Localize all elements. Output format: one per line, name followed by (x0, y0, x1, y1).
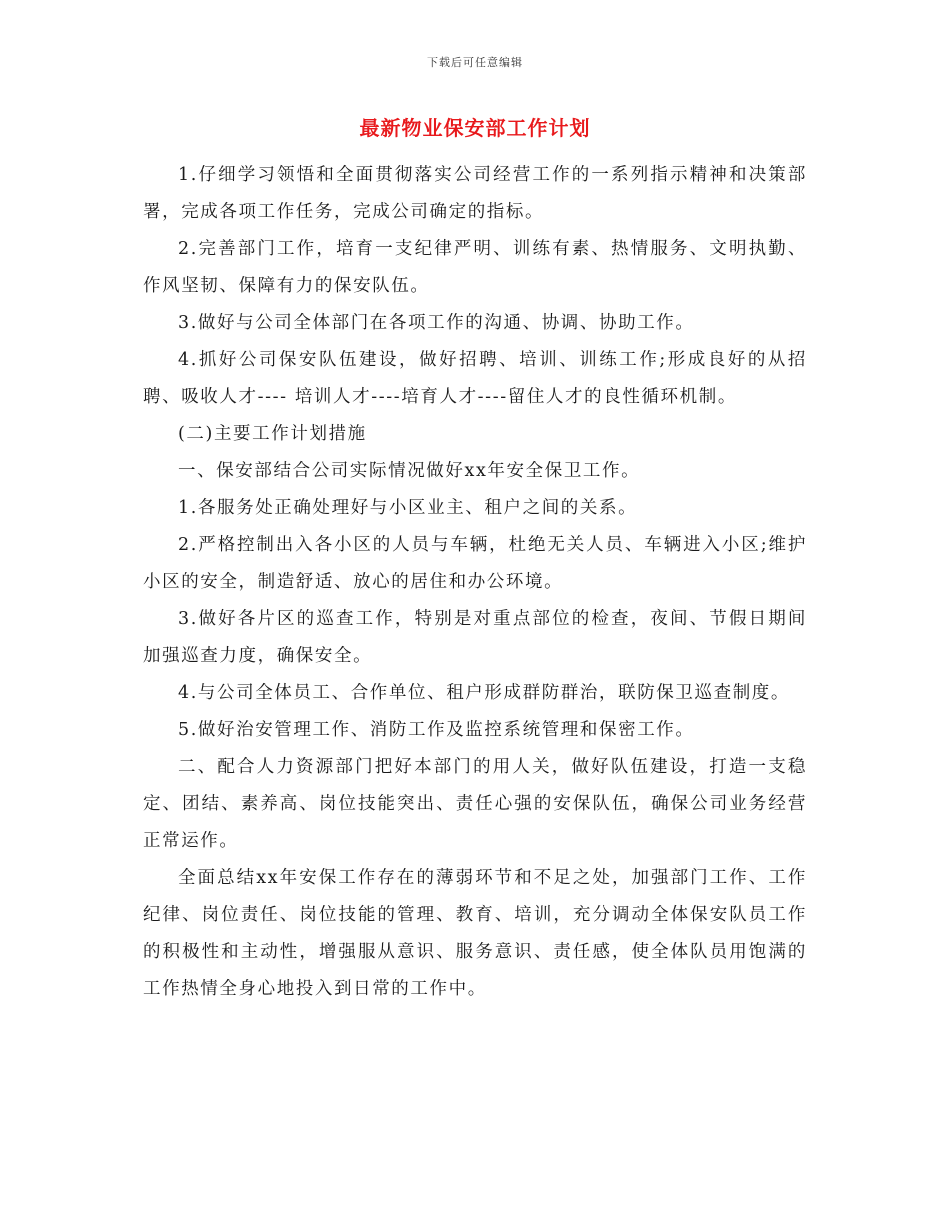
paragraph-measure-one-item-5: 5.做好治安管理工作、消防工作及监控系统管理和保密工作。 (178, 720, 695, 740)
paragraph-measure-one: 一、保安部结合公司实际情况做好xx年安全保卫工作。 (178, 461, 641, 481)
header-note: 下载后可任意编辑 (427, 56, 523, 69)
paragraph-measure-one-item-1: 1.各服务处正确处理好与小区业主、租户之间的关系。 (178, 498, 638, 518)
paragraph-goal-4: 4.抓好公司保安队伍建设，做好招聘、培训、训练工作;形成良好的从招聘、吸收人才---- 培训人才----培育人才----留住人才的良性循环机制。 (143, 350, 807, 407)
section-heading-measures: (二)主要工作计划措施 (178, 424, 367, 444)
paragraph-goal-2: 2.完善部门工作，培育一支纪律严明、训练有素、热情服务、文明执勤、作风坚韧、保障有力的保安队伍。 (143, 239, 807, 296)
paragraph-goal-3: 3.做好与公司全体部门在各项工作的沟通、协调、协助工作。 (178, 313, 695, 333)
document-title: 最新物业保安部工作计划 (359, 116, 591, 140)
paragraph-measure-one-item-3: 3.做好各片区的巡查工作，特别是对重点部位的检查，夜间、节假日期间加强巡查力度，确保安全。 (143, 609, 807, 666)
paragraph-measure-one-item-4: 4.与公司全体员工、合作单位、租户形成群防群治，联防保卫巡查制度。 (178, 683, 790, 703)
paragraph-measure-one-item-2: 2.严格控制出入各小区的人员与车辆，杜绝无关人员、车辆进入小区;维护小区的安全，制造舒适、放心的居住和办公环境。 (143, 535, 807, 592)
document-body (143, 157, 807, 1008)
paragraph-goal-1: 1.仔细学习领悟和全面贯彻落实公司经营工作的一系列指示精神和决策部署，完成各项工作任务，完成公司确定的指标。 (143, 165, 807, 222)
paragraph-measure-two: 二、配合人力资源部门把好本部门的用人关，做好队伍建设，打造一支稳定、团结、素养高、岗位技能突出、责任心强的安保队伍，确保公司业务经营正常运作。 (143, 757, 807, 851)
paragraph-summary: 全面总结xx年安保工作存在的薄弱环节和不足之处，加强部门工作、工作纪律、岗位责任、岗位技能的管理、教育、培训，充分调动全体保安队员工作的积极性和主动性，增强服从意识、服务意识、责任感，使全体队员用饱满的工作热情全身心地投入到日常的工作中。 (143, 868, 807, 999)
